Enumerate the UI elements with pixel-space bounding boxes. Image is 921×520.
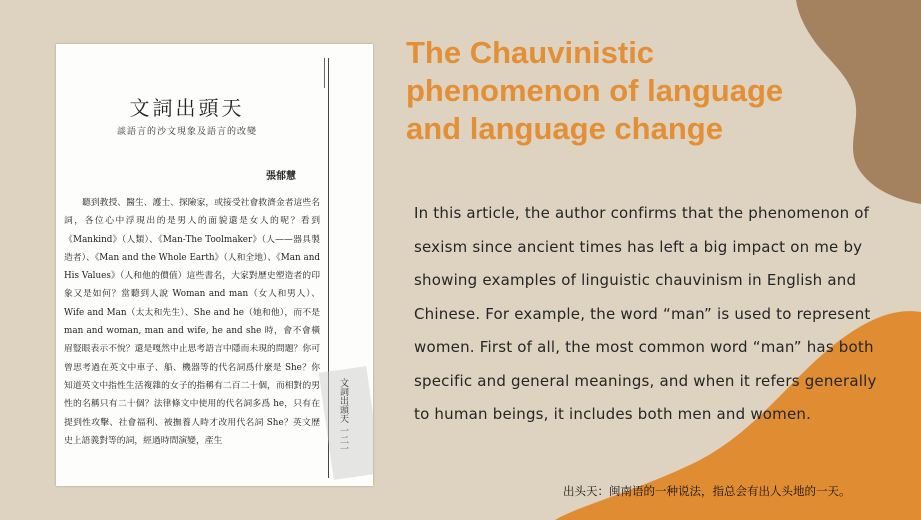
article-title: 文詞出頭天: [129, 96, 245, 120]
article-author: 張郁慧: [266, 171, 296, 182]
page-side-label: 文詞出頭天 一二一: [338, 378, 348, 453]
article-body-text: 聽到教授、醫生、護士、探險家，或接受社會救濟金者這些名詞，各位心中浮現出的是男人的面貌還是女人的呢？看到《Mankind》（人類）、《Man-The Toolmaker》（人——器具製造者）、《Man and the Whole Earth》（人和全地）、《Man and His Values》（人和他的價值）這些書名，大家對歷史塑造者的印象又是如何？當聽到人說 Woman and man（女人和男人）、Wife and Man（太太和先生）、She and he（她和他），而不是 man and woman, man and wife, he and she 時，會不會橫眉豎眼表示不悅？還是嘎然中止思考語言中隱而未現的問題？你可曾思考過在英文中車子、船、機器等的代名詞爲什麼是 She？你知道英文中指性生活複雜的女子的指稱有二百二十個，而相對的男性的名稱只有二十個？法律條文中使用的代名詞多爲 he，只有在提到性攻擊、社會福利、被撫養人時才改用代名詞 She？英文歷史上語義對等的詞，經過時間演變，產生: [64, 198, 320, 446]
slide-body-text: In this article, the author confirms that the phenomenon of sexism since ancient times has left a big impact on me by showing examples of linguistic chauvinism in English and Chinese. For example, the word “man” is used to represent women. First of all, the most common word “man” has both specific and general meanings, and when it refers generally to human beings, it includes both men and women.: [414, 204, 877, 423]
slide-title: The Chauvinistic phenomenon of language and language change: [406, 35, 784, 146]
page-rule-mark: [324, 58, 325, 88]
article-subtitle: 談語言的沙文現象及語言的改變: [116, 127, 257, 137]
scanned-article-page: [56, 44, 373, 486]
footnote: 出头天：闽南语的一种说法，指总会有出人头地的一天。: [563, 484, 851, 498]
